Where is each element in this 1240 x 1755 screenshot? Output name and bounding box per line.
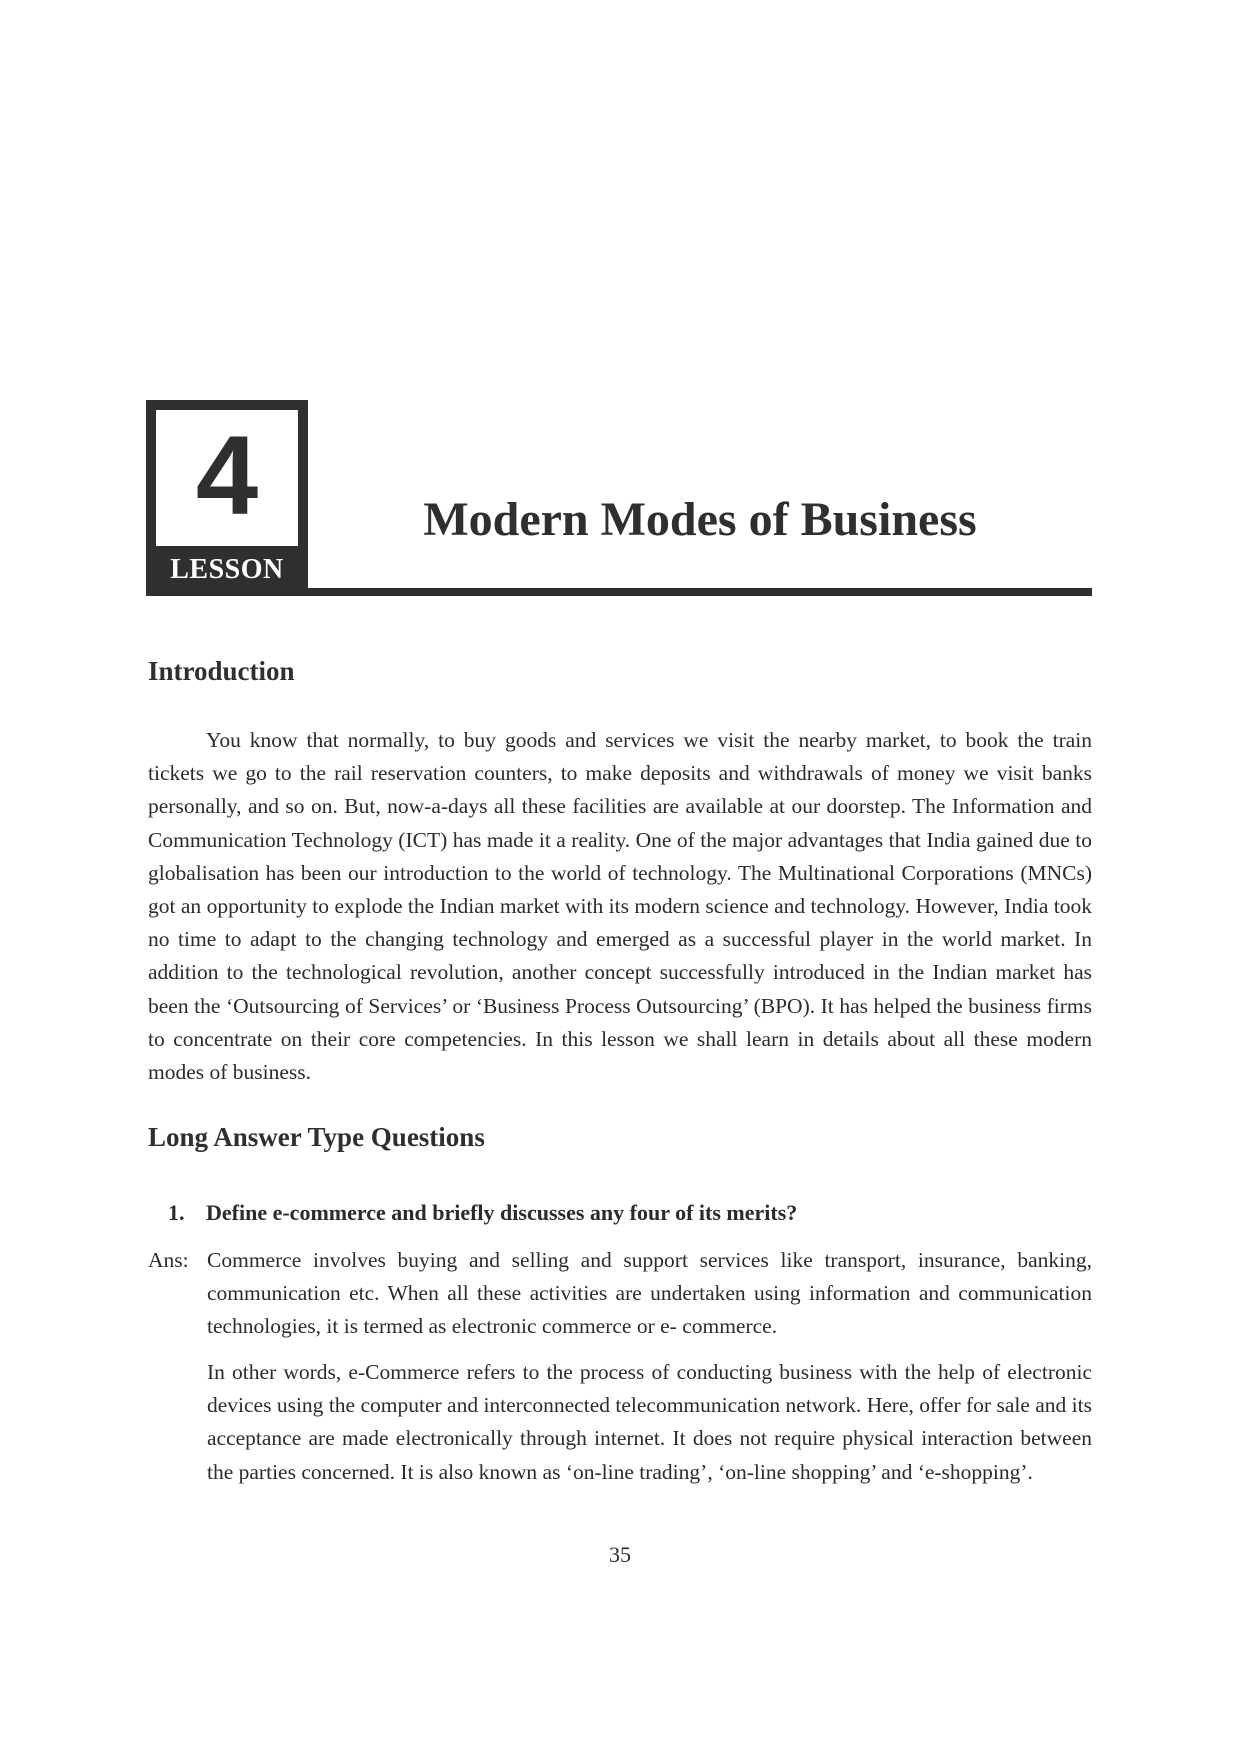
answer-label: Ans: [148, 1248, 189, 1272]
question-number: 1. [168, 1200, 185, 1225]
question-text: Define e-commerce and briefly discusses any four of its merits? [206, 1200, 798, 1225]
answer-paragraph-1: Commerce involves buying and selling and support services like transport, insurance, banking, communication etc. When all these activities are undertaken using information and communication technologies, it is termed as electronic commerce or e- commerce. [207, 1248, 1092, 1339]
question-1 [168, 1196, 797, 1230]
lesson-label: LESSON [170, 554, 284, 585]
title-underline-rule [308, 588, 1092, 596]
introduction-paragraph: You know that normally, to buy goods and services we visit the nearby market, to book the train tickets we go to the rail reservation counters, to make deposits and withdrawals of money we visit banks personally, and so on. But, now-a-days all these facilities are available at our doorstep. The Information and Communication Technology (ICT) has made it a reality. One of the major advantages that India gained due to globalisation has been our introduction to the world of technology. The Multinational Corporations (MNCs) got an opportunity to explode the Indian market with its modern science and technology. However, India took no time to adapt to the changing technology and emerged as a successful player in the world market. In addition to the technological revolution, another concept successfully introduced in the Indian market has been the ‘Outsourcing of Services’ or ‘Business Process Outsourcing’ (BPO). It has helped the business firms to concentrate on their core competencies. In this lesson we shall learn in details about all these modern modes of business. [148, 728, 1092, 1085]
lesson-badge [146, 400, 308, 596]
long-answer-heading: Long Answer Type Questions [148, 1122, 485, 1152]
lesson-number: 4 [195, 413, 259, 538]
answer-paragraph-2: In other words, e-Commerce refers to the process of conducting business with the help of electronic devices using the computer and interconnected telecommunication network. Here, offer for sale and its acceptance are made electronically through internet. It does not require physical interaction between the parties concerned. It is also known as ‘on-line trading’, ‘on-line shopping’ and ‘e-shopping’. [207, 1360, 1092, 1484]
lesson-number-box [156, 410, 298, 546]
page-number: 35 [609, 1542, 631, 1567]
chapter-title: Modern Modes of Business [423, 493, 977, 546]
introduction-heading: Introduction [148, 656, 295, 686]
